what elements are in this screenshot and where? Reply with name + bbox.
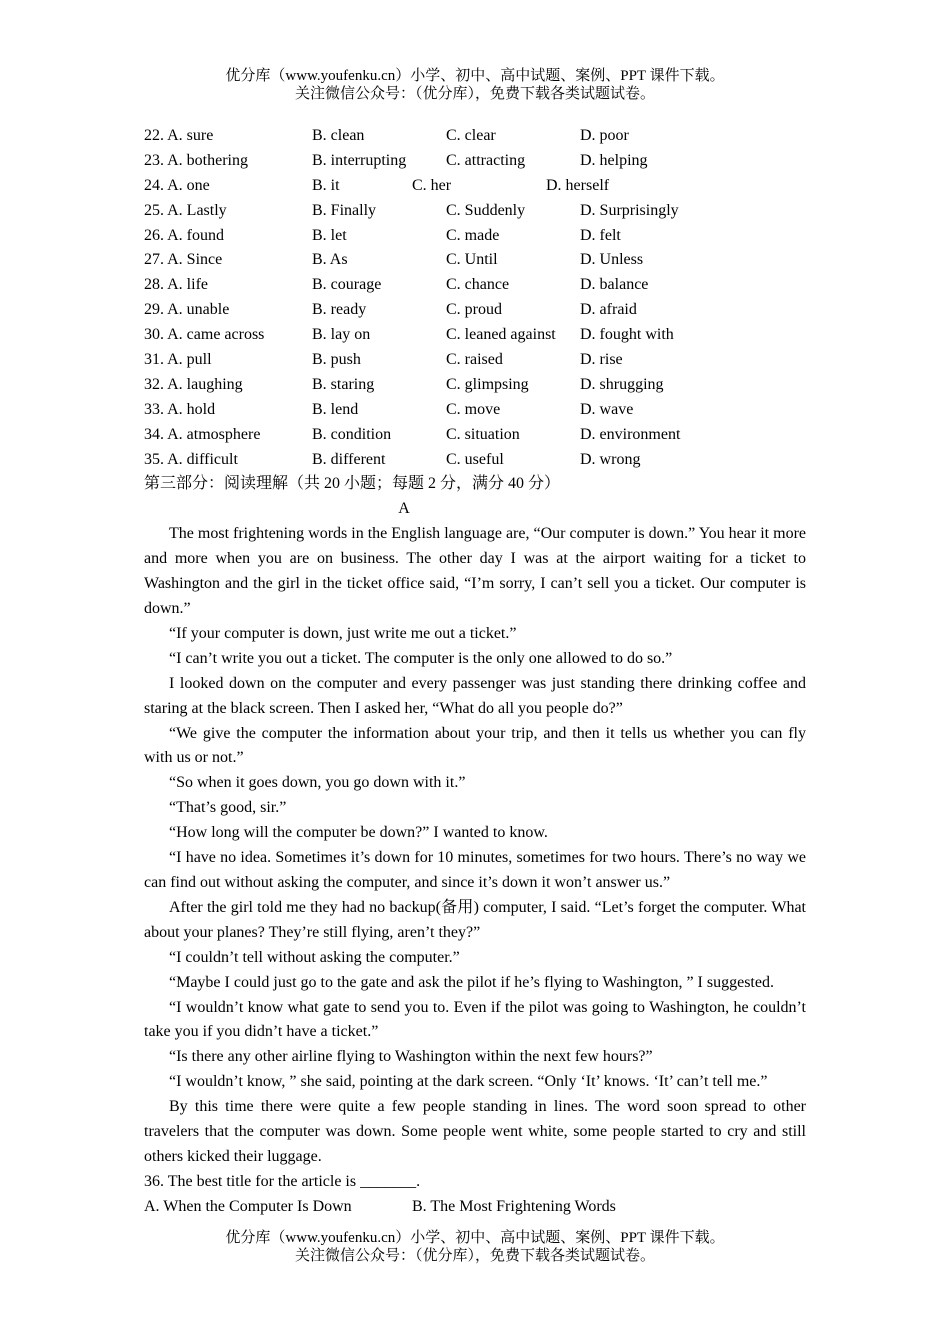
cloze-option-c: C. situation [446, 425, 520, 443]
question-36-option-b: B. The Most Frightening Words [412, 1197, 616, 1215]
cloze-option-c: C. Suddenly [446, 201, 526, 219]
section-title: 第三部分：阅读理解（共 20 小题；每题 2 分，满分 40 分） [144, 475, 561, 493]
cloze-row [144, 323, 806, 348]
cloze-row [144, 273, 806, 298]
cloze-option-a: 24. A. one [144, 176, 210, 194]
cloze-option-a: 35. A. difficult [144, 450, 238, 468]
cloze-option-b: B. clean [312, 127, 365, 144]
cloze-row [144, 423, 806, 448]
passage-paragraph: “I couldn’t tell without asking the computer.” [169, 948, 460, 966]
question-36-option-a: A. When the Computer Is Down [144, 1197, 352, 1215]
page-header [0, 67, 950, 103]
passage-paragraph: “That’s good, sir.” [169, 799, 287, 817]
cloze-option-d: D. fought with [580, 326, 674, 344]
cloze-option-c: C. made [446, 226, 500, 244]
cloze-row [144, 298, 806, 323]
passage-paragraph: “I have no idea. Sometimes it’s down for 10 minutes, sometimes for two hours. There’s no way we can find out without asking the computer, and since it’s down it won’t answer us.” [144, 849, 806, 891]
cloze-option-b: B. push [312, 351, 361, 369]
cloze-option-d: D. afraid [580, 301, 637, 319]
cloze-option-c: C. clear [446, 127, 496, 144]
passage-paragraph: “We give the computer the information about your trip, and then it tells us whether you can fly with us or not.” [144, 724, 806, 767]
cloze-row [144, 373, 806, 398]
cloze-row [144, 174, 806, 199]
cloze-option-b: B. lay on [312, 326, 371, 344]
cloze-option-b: B. Finally [312, 201, 377, 219]
cloze-option-d: D. shrugging [580, 375, 664, 393]
cloze-option-c: C. chance [446, 276, 510, 294]
cloze-option-c: C. proud [446, 301, 502, 319]
page-footer [0, 1229, 950, 1265]
cloze-option-b: B. condition [312, 425, 392, 443]
cloze-row [144, 199, 806, 224]
cloze-option-d: D. poor [580, 127, 629, 144]
cloze-row [144, 348, 806, 373]
cloze-option-b: B. courage [312, 276, 382, 294]
cloze-option-d: D. balance [580, 276, 649, 294]
cloze-option-d: D. helping [580, 151, 648, 169]
cloze-option-d: D. herself [546, 176, 610, 194]
question-36-stem: 36. The best title for the article is _______. [144, 1172, 421, 1190]
cloze-option-b: B. staring [312, 375, 375, 393]
cloze-row [144, 398, 806, 423]
cloze-option-d: D. wrong [580, 450, 641, 468]
passage-paragraph: By this time there were quite a few people standing in lines. The word soon spread to other travelers that the computer was down. Some people went white, some people started to cry and still others kicked their luggage. [144, 1098, 806, 1165]
cloze-option-b: B. let [312, 226, 347, 244]
cloze-option-d: D. Surprisingly [580, 201, 679, 219]
passage-paragraph: After the girl told me they had no backup(备用) computer, I said. “Let’s forget the computer. What about your planes? They’re still flying, aren’t they?” [144, 898, 806, 941]
cloze-option-b: B. ready [312, 301, 367, 319]
cloze-row [144, 124, 806, 149]
question-36-options [144, 1195, 806, 1220]
cloze-option-d: D. rise [580, 351, 623, 369]
cloze-option-b: B. lend [312, 400, 359, 418]
footer-line-2: 关注微信公众号：（优分库），免费下载各类试题试卷。 [294, 1248, 655, 1264]
passage-paragraph: I looked down on the computer and every passenger was just standing there drinking coffee and staring at the black screen. Then I asked her, “What do all you people do?” [144, 674, 806, 717]
cloze-option-b: B. different [312, 450, 386, 468]
passage-paragraph: “Maybe I could just go to the gate and ask the pilot if he’s flying to Washington, ” I suggested. [169, 973, 774, 991]
passage-paragraph: The most frightening words in the English language are, “Our computer is down.” You hear it more and more when you are on business. The other day I was at the airport waiting for a ticket to Washington and the girl in the ticket office said, “I’m sorry, I can’t sell you a ticket. Our computer is down.” [144, 525, 806, 617]
cloze-option-a: 22. A. sure [144, 127, 214, 144]
cloze-row [144, 224, 806, 249]
passage-text [144, 522, 806, 1170]
cloze-option-c: C. glimpsing [446, 375, 529, 393]
cloze-option-a: 31. A. pull [144, 351, 212, 369]
cloze-option-a: 28. A. life [144, 276, 208, 294]
cloze-option-d: D. Unless [580, 251, 644, 269]
document-body [144, 124, 806, 1220]
passage-paragraph: “So when it goes down, you go down with it.” [169, 774, 466, 792]
passage-paragraph: “I wouldn’t know, ” she said, pointing at the dark screen. “Only ‘It’ knows. ‘It’ can’t tell me.” [169, 1073, 768, 1091]
header-line-1: 优分库（www.youfenku.cn）小学、初中、高中试题、案例、PPT 课件下载。 [225, 68, 725, 84]
cloze-option-a: 25. A. Lastly [144, 201, 227, 219]
cloze-option-c: C. useful [446, 450, 504, 468]
cloze-option-c: C. attracting [446, 151, 526, 169]
cloze-option-c: C. raised [446, 351, 503, 369]
cloze-option-a: 30. A. came across [144, 326, 265, 344]
passage-label: A [398, 500, 410, 518]
cloze-option-b: B. interrupting [312, 151, 407, 169]
cloze-option-a: 26. A. found [144, 226, 224, 244]
cloze-row [144, 248, 806, 273]
cloze-option-a: 29. A. unable [144, 301, 230, 319]
footer-line-1: 优分库（www.youfenku.cn）小学、初中、高中试题、案例、PPT 课件下载。 [225, 1230, 725, 1246]
cloze-row [144, 448, 806, 473]
cloze-option-d: D. environment [580, 425, 681, 443]
cloze-option-d: D. wave [580, 400, 634, 418]
cloze-option-d: D. felt [580, 226, 621, 244]
cloze-option-c: C. move [446, 400, 501, 418]
cloze-option-c: C. Until [446, 251, 498, 269]
cloze-option-c: C. her [412, 176, 452, 194]
passage-paragraph: “If your computer is down, just write me out a ticket.” [169, 624, 517, 642]
cloze-option-a: 23. A. bothering [144, 151, 248, 169]
passage-paragraph: “How long will the computer be down?” I wanted to know. [169, 824, 548, 842]
passage-paragraph: “I can’t write you out a ticket. The computer is the only one allowed to do so.” [169, 649, 673, 667]
passage-paragraph: “Is there any other airline flying to Washington within the next few hours?” [169, 1048, 653, 1066]
cloze-option-b: B. it [312, 176, 340, 194]
cloze-option-a: 34. A. atmosphere [144, 425, 261, 443]
cloze-option-a: 33. A. hold [144, 400, 216, 418]
header-line-2: 关注微信公众号：（优分库），免费下载各类试题试卷。 [294, 86, 655, 102]
cloze-option-a: 27. A. Since [144, 251, 223, 269]
cloze-option-b: B. As [312, 251, 348, 269]
cloze-options-list [144, 124, 806, 472]
cloze-option-c: C. leaned against [446, 326, 556, 344]
passage-paragraph: “I wouldn’t know what gate to send you to. Even if the pilot was going to Washington, he couldn’t take you if you didn’t have a ticket.” [144, 998, 806, 1041]
cloze-row [144, 149, 806, 174]
cloze-option-a: 32. A. laughing [144, 375, 243, 393]
